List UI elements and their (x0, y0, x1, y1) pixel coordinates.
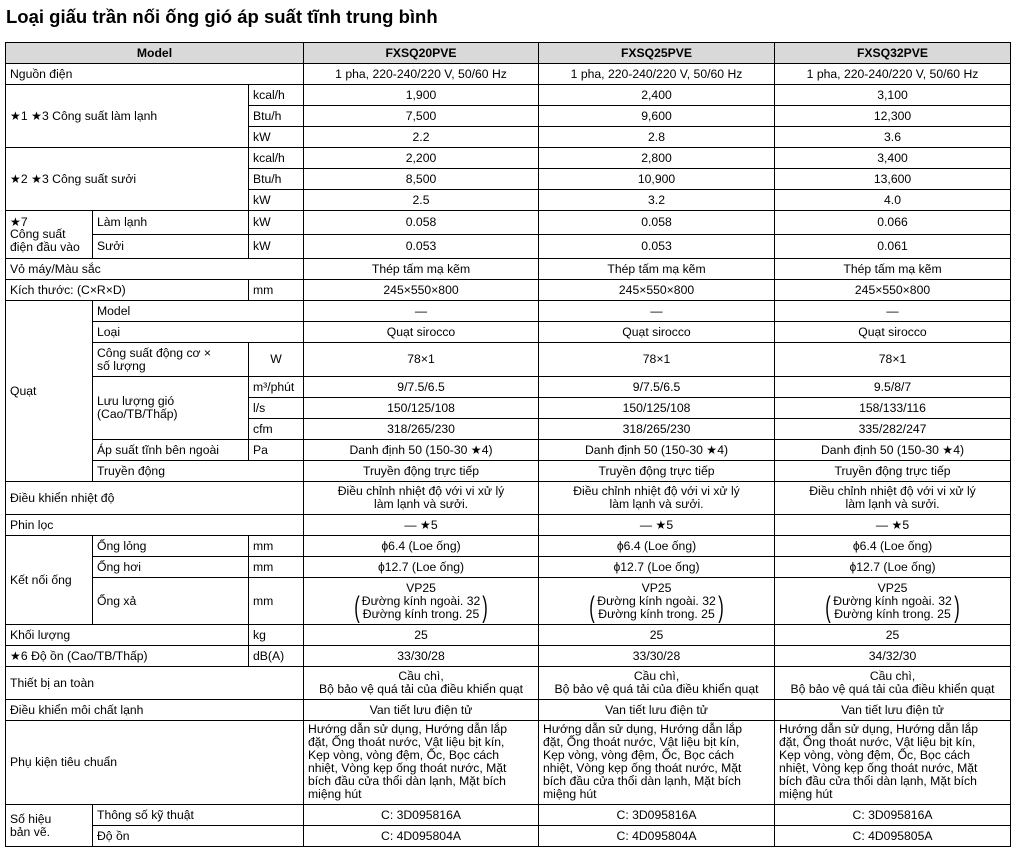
cell-value: Điều chỉnh nhiệt độ với vi xử lý làm lạnh và sưởi. (304, 482, 539, 515)
cell-value: Danh định 50 (150-30 ★4) (539, 440, 775, 461)
sub-label: Thông số kỹ thuật (93, 805, 304, 826)
sub-label: Ống lỏng (93, 536, 249, 557)
cell-value: 318/265/230 (304, 419, 539, 440)
cell-value: Thép tấm mạ kẽm (539, 259, 775, 280)
cell-value: 335/282/247 (775, 419, 1011, 440)
cell-value: Cầu chì, Bộ bảo vệ quá tải của điều khiển quạt (775, 667, 1011, 700)
cell-value: 2,400 (539, 85, 775, 106)
drain-main: VP25 (641, 581, 672, 595)
table-row (6, 322, 1011, 343)
unit-cell: cfm (249, 419, 304, 440)
cell-value: — (775, 301, 1011, 322)
table-row (6, 482, 1011, 515)
cell-value: Thép tấm mạ kẽm (304, 259, 539, 280)
table-row (6, 721, 1011, 805)
sub-label: Áp suất tĩnh bên ngoài (93, 440, 249, 461)
table-row (6, 343, 1011, 377)
sub-label: Công suất động cơ × số lượng (93, 343, 249, 377)
cell-value: 2.5 (304, 190, 539, 211)
row-label: ★6 Độ ồn (Cao/TB/Thấp) (6, 646, 249, 667)
cell-value: Điều chỉnh nhiệt độ với vi xử lý làm lạnh và sưởi. (539, 482, 775, 515)
cell-value: 3.6 (775, 127, 1011, 148)
unit-cell: kW (249, 127, 304, 148)
cell-value: 9/7.5/6.5 (539, 377, 775, 398)
cell-value: Van tiết lưu điện tử (539, 700, 775, 721)
cell-value: 12,300 (775, 106, 1011, 127)
bracket-right: ) (954, 590, 960, 624)
cell-value: 4.0 (775, 190, 1011, 211)
cell-value: Cầu chì, Bộ bảo vệ quá tải của điều khiển quạt (304, 667, 539, 700)
row-label: Phin lọc (6, 515, 304, 536)
unit-cell: mm (249, 578, 304, 625)
row-label: Thiết bị an toàn (6, 667, 304, 700)
cell-value: 25 (775, 625, 1011, 646)
cell-value: 0.058 (304, 211, 539, 235)
cell-value: 9/7.5/6.5 (304, 377, 539, 398)
bracket-left: ( (354, 590, 360, 624)
row-label: Phụ kiện tiêu chuẩn (6, 721, 304, 805)
cell-value: Truyền động trực tiếp (539, 461, 775, 482)
cell-value: C: 3D095816A (775, 805, 1011, 826)
table-row (6, 625, 1011, 646)
drain-diameters (833, 595, 951, 620)
row-label: Nguồn điện (6, 64, 304, 85)
drain-inner: Đường kính trong. 25 (834, 606, 951, 621)
table-row (6, 646, 1011, 667)
cell-value: — ★5 (539, 515, 775, 536)
sub-label: Lưu lượng gió (Cao/TB/Thấp) (93, 377, 249, 440)
table-row (6, 826, 1011, 847)
cell-value: 150/125/108 (304, 398, 539, 419)
cell-value: ϕ6.4 (Loe ống) (775, 536, 1011, 557)
unit-cell: kg (249, 625, 304, 646)
cell-value: 1 pha, 220-240/220 V, 50/60 Hz (539, 64, 775, 85)
cell-value: 1 pha, 220-240/220 V, 50/60 Hz (304, 64, 539, 85)
unit-cell: kcal/h (249, 85, 304, 106)
cell-value: ϕ12.7 (Loe ống) (775, 557, 1011, 578)
cell-value: Hướng dẫn sử dụng, Hướng dẫn lắp đặt, Ống thoát nước, Vật liệu bịt kín, Kẹp vòng, vòng đệm, Ốc, Bọc cách nhiệt, Vòng kẹp ống thoát nước, Mặt bích đầu cửa thổi dàn lạnh, Mặt bích miệng hút (539, 721, 775, 805)
cell-value: 33/30/28 (539, 646, 775, 667)
table-row (6, 515, 1011, 536)
table-row (6, 536, 1011, 557)
drain-diameters (362, 595, 480, 620)
unit-cell: kcal/h (249, 148, 304, 169)
cell-value: 0.053 (539, 235, 775, 259)
table-row (6, 85, 1011, 106)
drain-inner: Đường kính trong. 25 (362, 606, 480, 621)
cell-value: Quạt sirocco (775, 322, 1011, 343)
cell-value: 3.2 (539, 190, 775, 211)
table-row (6, 440, 1011, 461)
table-row (6, 64, 1011, 85)
table-row (6, 700, 1011, 721)
cell-value: Danh định 50 (150-30 ★4) (304, 440, 539, 461)
cell-value: Cầu chì, Bộ bảo vệ quá tải của điều khiển quạt (539, 667, 775, 700)
cell-value: 158/133/116 (775, 398, 1011, 419)
drain-outer: Đường kính ngoài. 32 (361, 594, 481, 608)
cell-value: 25 (539, 625, 775, 646)
cell-value: Truyền động trực tiếp (304, 461, 539, 482)
unit-cell: kW (249, 235, 304, 259)
drain-outer: Đường kính ngoài. 32 (597, 594, 716, 608)
row-label: Khối lượng (6, 625, 249, 646)
cell-value: ϕ6.4 (Loe ống) (304, 536, 539, 557)
cell-value: Danh định 50 (150-30 ★4) (775, 440, 1011, 461)
cell-value: C: 3D095816A (539, 805, 775, 826)
cell-value: 1 pha, 220-240/220 V, 50/60 Hz (775, 64, 1011, 85)
cell-value: 0.058 (539, 211, 775, 235)
cell-value: ϕ6.4 (Loe ống) (539, 536, 775, 557)
unit-cell: kW (249, 211, 304, 235)
cell-value: 78×1 (775, 343, 1011, 377)
drain-main: VP25 (877, 581, 908, 595)
cell-value: 9,600 (539, 106, 775, 127)
sub-label: Ống hơi (93, 557, 249, 578)
drain-diameter-group (352, 590, 490, 624)
cell-value: — ★5 (775, 515, 1011, 536)
bracket-left: ( (825, 590, 832, 624)
table-row (6, 805, 1011, 826)
cell-value: 245×550×800 (304, 280, 539, 301)
cell-value: 8,500 (304, 169, 539, 190)
drain-diameter-group (823, 590, 961, 624)
cell-value: 2.2 (304, 127, 539, 148)
table-row (6, 461, 1011, 482)
cell-value: 78×1 (539, 343, 775, 377)
cell-value: ϕ12.7 (Loe ống) (304, 557, 539, 578)
cell-value: Quạt sirocco (304, 322, 539, 343)
cell-value: 34/32/30 (775, 646, 1011, 667)
drain-diameter-group (587, 590, 725, 624)
sub-label: Ống xả (93, 578, 249, 625)
unit-cell: mm (249, 536, 304, 557)
cell-value (775, 578, 1011, 625)
cell-value: 2.8 (539, 127, 775, 148)
row-label: Vỏ máy/Màu sắc (6, 259, 304, 280)
table-row (6, 280, 1011, 301)
cell-value: C: 4D095805A (775, 826, 1011, 847)
page-title: Loại giấu trần nối ống gió áp suất tĩnh trung bình (6, 6, 438, 27)
sub-label: Model (93, 301, 304, 322)
sub-label: Độ ồn (93, 826, 304, 847)
unit-cell: l/s (249, 398, 304, 419)
row-label: Điều khiển nhiệt độ (6, 482, 304, 515)
row-label: Quạt (6, 301, 93, 482)
cell-value: 3,400 (775, 148, 1011, 169)
table-row (6, 301, 1011, 322)
cell-value: 7,500 (304, 106, 539, 127)
cell-value: C: 4D095804A (304, 826, 539, 847)
model-name: FXSQ25PVE (539, 43, 775, 64)
cell-value: 0.066 (775, 211, 1011, 235)
drain-diameters (597, 595, 715, 620)
bracket-left: ( (589, 590, 596, 624)
cell-value (304, 578, 539, 625)
cell-value: — (304, 301, 539, 322)
unit-cell: Pa (249, 440, 304, 461)
cell-value: 3,100 (775, 85, 1011, 106)
cell-value: Quạt sirocco (539, 322, 775, 343)
model-name: FXSQ20PVE (304, 43, 539, 64)
cell-value: Điều chỉnh nhiệt độ với vi xử lý làm lạnh và sưởi. (775, 482, 1011, 515)
cell-value: 33/30/28 (304, 646, 539, 667)
table-row (6, 148, 1011, 169)
sub-label: Làm lạnh (93, 211, 249, 235)
row-label: Kết nối ống (6, 536, 93, 625)
cell-value: — ★5 (304, 515, 539, 536)
table-row (6, 211, 1011, 235)
cell-value (539, 578, 775, 625)
cell-value: ϕ12.7 (Loe ống) (539, 557, 775, 578)
cell-value: Hướng dẫn sử dụng, Hướng dẫn lắp đặt, Ống thoát nước, Vật liệu bịt kín, Kẹp vòng, vòng đệm, Ốc, Bọc cách nhiệt, Vòng kẹp ống thoát nước, Mặt bích đầu cửa thổi dàn lạnh, Mặt bích miệng hút (775, 721, 1011, 805)
cell-value: C: 3D095816A (304, 805, 539, 826)
cell-value: 78×1 (304, 343, 539, 377)
unit-cell: W (249, 343, 304, 377)
row-label: Số hiệu bản vẽ. (6, 805, 93, 847)
cell-value: Truyền động trực tiếp (775, 461, 1011, 482)
sub-label: Loại (93, 322, 304, 343)
unit-cell: mm (249, 280, 304, 301)
unit-cell: dB(A) (249, 646, 304, 667)
unit-cell: m³/phút (249, 377, 304, 398)
header-model-label: Model (6, 43, 304, 64)
cell-value: 1,900 (304, 85, 539, 106)
cell-value: 13,600 (775, 169, 1011, 190)
unit-cell: mm (249, 557, 304, 578)
cell-value: 150/125/108 (539, 398, 775, 419)
unit-cell: Btu/h (249, 106, 304, 127)
bracket-right: ) (482, 590, 488, 624)
sub-label: Sưởi (93, 235, 249, 259)
bracket-right: ) (718, 590, 724, 624)
cell-value: 318/265/230 (539, 419, 775, 440)
header-row (6, 43, 1011, 64)
cell-value: 245×550×800 (775, 280, 1011, 301)
cell-value: 0.053 (304, 235, 539, 259)
sub-label: Truyền động (93, 461, 304, 482)
table-row (6, 557, 1011, 578)
row-label: Kích thước: (C×R×D) (6, 280, 249, 301)
unit-cell: Btu/h (249, 169, 304, 190)
drain-inner: Đường kính trong. 25 (598, 606, 715, 621)
cell-value: Hướng dẫn sử dụng, Hướng dẫn lắp đặt, Ống thoát nước, Vật liệu bịt kín, Kẹp vòng, vòng đệm, Ốc, Bọc cách nhiệt, Vòng kẹp ống thoát nước, Mặt bích đầu cửa thổi dàn lạnh, Mặt bích miệng hút (304, 721, 539, 805)
spec-table (5, 42, 1011, 847)
cell-value: 2,200 (304, 148, 539, 169)
table-row (6, 377, 1011, 398)
cell-value: — (539, 301, 775, 322)
cell-value: Van tiết lưu điện tử (304, 700, 539, 721)
cell-value: 10,900 (539, 169, 775, 190)
row-label: ★7 Công suất điện đầu vào (6, 211, 93, 259)
unit-cell: kW (249, 190, 304, 211)
table-row (6, 259, 1011, 280)
row-label: ★1 ★3 Công suất làm lạnh (6, 85, 249, 148)
drain-outer: Đường kính ngoài. 32 (833, 594, 952, 608)
cell-value: 0.061 (775, 235, 1011, 259)
cell-value: C: 4D095804A (539, 826, 775, 847)
table-row (6, 235, 1011, 259)
cell-value: Thép tấm mạ kẽm (775, 259, 1011, 280)
model-name: FXSQ32PVE (775, 43, 1011, 64)
table-row (6, 578, 1011, 625)
cell-value: 9.5/8/7 (775, 377, 1011, 398)
cell-value: Van tiết lưu điện tử (775, 700, 1011, 721)
table-row (6, 667, 1011, 700)
cell-value: 25 (304, 625, 539, 646)
drain-main: VP25 (406, 581, 436, 595)
row-label: Điều khiển môi chất lạnh (6, 700, 304, 721)
row-label: ★2 ★3 Công suất sưởi (6, 148, 249, 211)
cell-value: 2,800 (539, 148, 775, 169)
cell-value: 245×550×800 (539, 280, 775, 301)
